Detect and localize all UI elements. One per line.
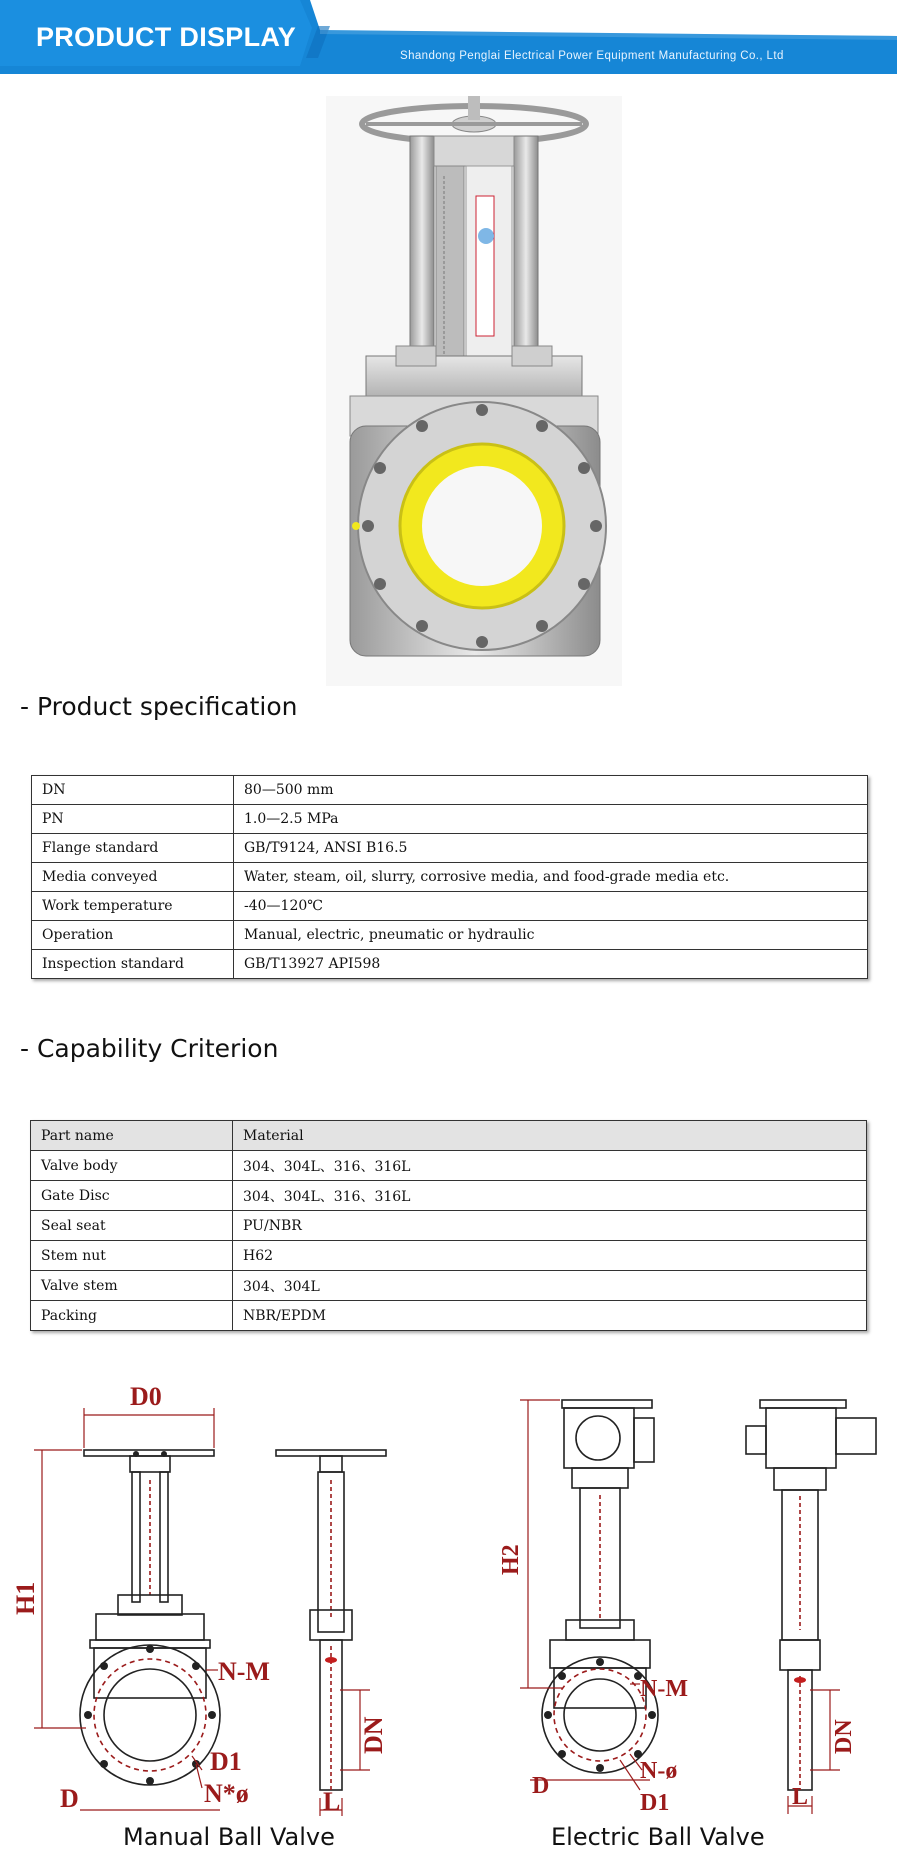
table-row <box>32 921 868 950</box>
dim-dn-label: DN <box>831 1719 857 1754</box>
electric-valve-drawing <box>470 1370 890 1820</box>
part-material: PU/NBR <box>233 1211 867 1241</box>
spec-label: Operation <box>32 921 234 950</box>
part-name: Gate Disc <box>31 1181 233 1211</box>
column-header: Material <box>233 1121 867 1151</box>
part-material: 304、304L、316、316L <box>233 1151 867 1181</box>
spec-value: GB/T13927 API598 <box>234 950 868 979</box>
part-material: NBR/EPDM <box>233 1301 867 1331</box>
dim-h2-label: H2 <box>498 1544 524 1575</box>
manual-valve-caption: Manual Ball Valve <box>123 1823 335 1851</box>
part-name: Packing <box>31 1301 233 1331</box>
dim-n-phi-label: N-ø <box>640 1758 678 1784</box>
knife-gate-valve-photo <box>326 96 622 686</box>
table-row <box>32 776 868 805</box>
product-specification-table <box>31 775 868 979</box>
capability-criterion-heading: - Capability Criterion <box>20 1034 279 1063</box>
dim-nm-label: N-M <box>218 1657 270 1686</box>
spec-value: GB/T9124, ANSI B16.5 <box>234 834 868 863</box>
part-name: Valve stem <box>31 1271 233 1301</box>
spec-value: -40—120℃ <box>234 892 868 921</box>
dim-dn-label: DN <box>359 1716 388 1754</box>
table-row <box>31 1301 867 1331</box>
part-material: 304、304L <box>233 1271 867 1301</box>
table-row <box>31 1181 867 1211</box>
part-name: Stem nut <box>31 1241 233 1271</box>
spec-value: Manual, electric, pneumatic or hydraulic <box>234 921 868 950</box>
dim-d-label: D <box>532 1773 550 1799</box>
electric-valve-caption: Electric Ball Valve <box>551 1823 765 1851</box>
page-title: PRODUCT DISPLAY <box>36 22 297 52</box>
table-row <box>32 834 868 863</box>
dim-h1-label: H1 <box>11 1581 40 1615</box>
table-row <box>32 892 868 921</box>
table-row <box>32 805 868 834</box>
manual-valve-drawing <box>11 1370 450 1820</box>
header-banner <box>0 0 897 74</box>
dim-l-label: L <box>792 1784 809 1810</box>
spec-label: Flange standard <box>32 834 234 863</box>
spec-label: Inspection standard <box>32 950 234 979</box>
part-material: 304、304L、316、316L <box>233 1181 867 1211</box>
table-row <box>31 1211 867 1241</box>
spec-label: Work temperature <box>32 892 234 921</box>
dim-nm-label: N-M <box>640 1676 688 1702</box>
table-row <box>31 1241 867 1271</box>
table-row <box>32 863 868 892</box>
dim-d1-label: D1 <box>640 1790 670 1816</box>
dim-l-label: L <box>323 1787 341 1816</box>
spec-value: Water, steam, oil, slurry, corrosive media, and food-grade media etc. <box>234 863 868 892</box>
dim-d-label: D <box>60 1784 79 1813</box>
part-name: Valve body <box>31 1151 233 1181</box>
table-row <box>31 1151 867 1181</box>
spec-label: DN <box>32 776 234 805</box>
part-material: H62 <box>233 1241 867 1271</box>
dim-d0-label: D0 <box>130 1382 162 1411</box>
capability-criterion-table <box>30 1120 867 1331</box>
table-row <box>32 950 868 979</box>
table-row <box>31 1271 867 1301</box>
table-header-row <box>31 1121 867 1151</box>
dim-d1-label: D1 <box>210 1747 242 1776</box>
dim-n-phi-label: N*ø <box>204 1779 249 1808</box>
spec-label: PN <box>32 805 234 834</box>
part-name: Seal seat <box>31 1211 233 1241</box>
spec-label: Media conveyed <box>32 863 234 892</box>
column-header: Part name <box>31 1121 233 1151</box>
spec-value: 80—500 mm <box>234 776 868 805</box>
company-name: Shandong Penglai Electrical Power Equipment Manufacturing Co., Ltd <box>400 50 784 62</box>
spec-value: 1.0—2.5 MPa <box>234 805 868 834</box>
product-specification-heading: - Product specification <box>20 692 298 721</box>
